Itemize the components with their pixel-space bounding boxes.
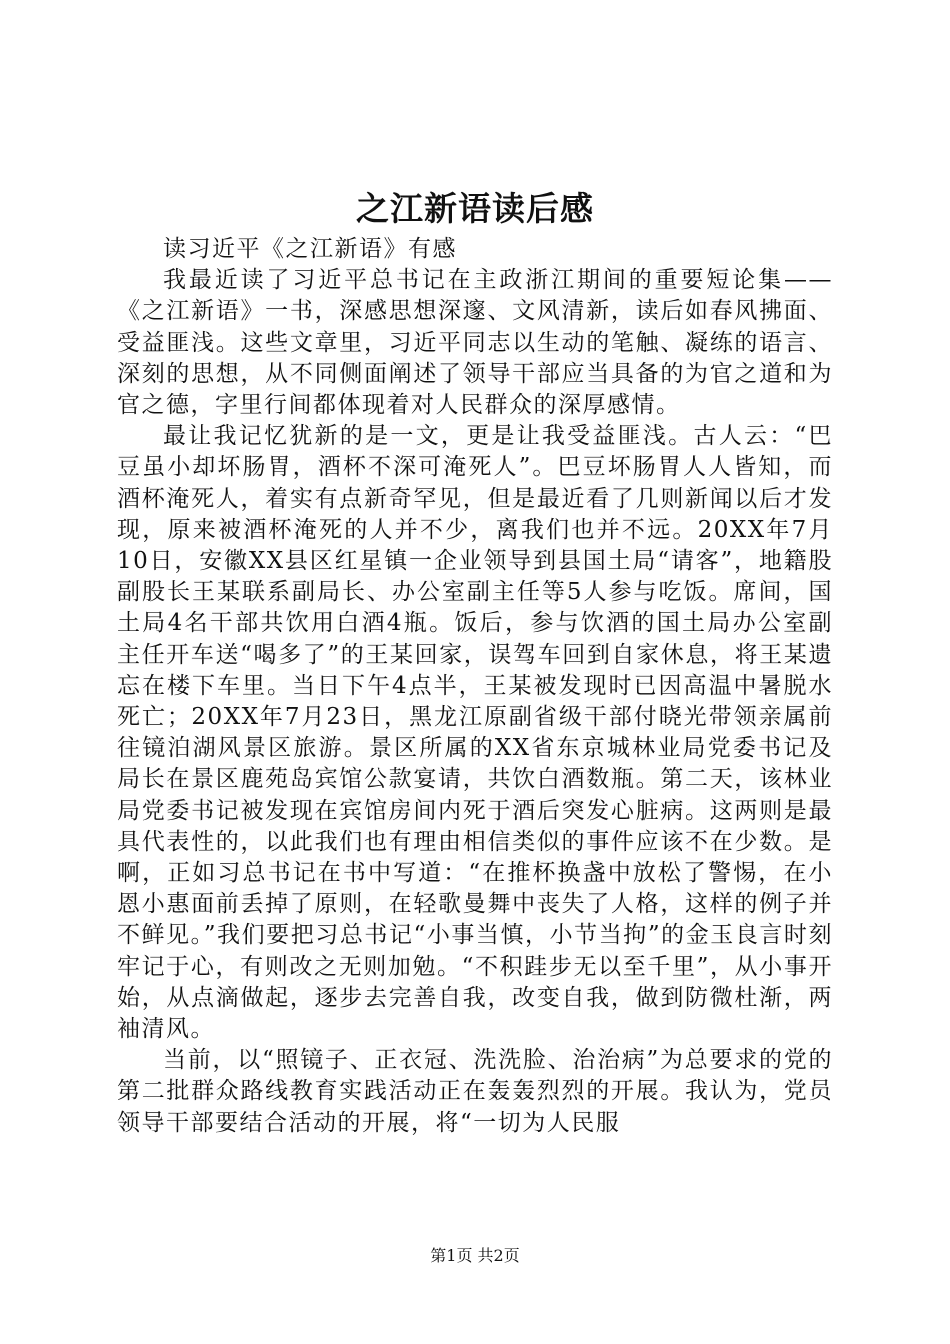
subtitle-paragraph: 读习近平《之江新语》有感 [163, 236, 457, 262]
document-title: 之江新语读后感 [356, 189, 594, 228]
body-paragraph: 我最近读了习近平总书记在主政浙江期间的重要短论集——《之江新语》一书，深感思想深邃、文风清新，读后如春风拂面、受益匪浅。这些文章里，习近平同志以生动的笔触、凝练的语言、深刻的思想，从不同侧面阐述了领导干部应当具备的为官之道和为官之德，字里行间都体现着对人民群众的深厚感情。 [117, 267, 833, 419]
body-paragraph: 最让我记忆犹新的是一文，更是让我受益匪浅。古人云：“巴豆虽小却坏肠胃，酒杯不深可淹死人”。巴豆坏肠胃人人皆知，而酒杯淹死人，着实有点新奇罕见，但是最近看了几则新闻以后才发现，原来被酒杯淹死的人并不少，离我们也并不远。20XX年7月10日，安徽XX县区红星镇一企业领导到县国土局“请客”，地籍股副股长王某联系副局长、办公室副主任等5人参与吃饭。席间，国土局4名干部共饮用白酒4瓶。饭后，参与饮酒的国土局办公室副主任开车送“喝多了”的王某回家，误驾车回到自家休息，将王某遗忘在楼下车里。当日下午4点半，王某被发现时已因高温中暑脱水死亡；20XX年7月23日，黑龙江原副省级干部付晓光带领亲属前往镜泊湖风景区旅游。景区所属的XX省东京城林业局党委书记及局长在景区鹿苑岛宾馆公款宴请，共饮白酒数瓶。第二天，该林业局党委书记被发现在宾馆房间内死于酒后突发心脏病。这两则是最具代表性的，以此我们也有理由相信类似的事件应该不在少数。是啊，正如习总书记在书中写道：“在推杯换盏中放松了警惕，在小恩小惠面前丢掉了原则，在轻歌曼舞中丧失了人格，这样的例子并不鲜见。”我们要把习总书记“小事当慎，小节当拘”的金玉良言时刻牢记于心，有则改之无则加勉。“不积跬步无以至千里”，从小事开始，从点滴做起，逐步去完善自我，改变自我，做到防微杜渐，两袖清风。 [117, 423, 833, 1043]
body-paragraph: 当前，以“照镜子、正衣冠、洗洗脸、治治病”为总要求的党的第二批群众路线教育实践活动正在轰轰烈烈的开展。我认为，党员领导干部要结合活动的开展，将“一切为人民服 [117, 1047, 833, 1136]
document-body [117, 234, 833, 1139]
page-number: 第1页 共2页 [430, 1246, 520, 1265]
